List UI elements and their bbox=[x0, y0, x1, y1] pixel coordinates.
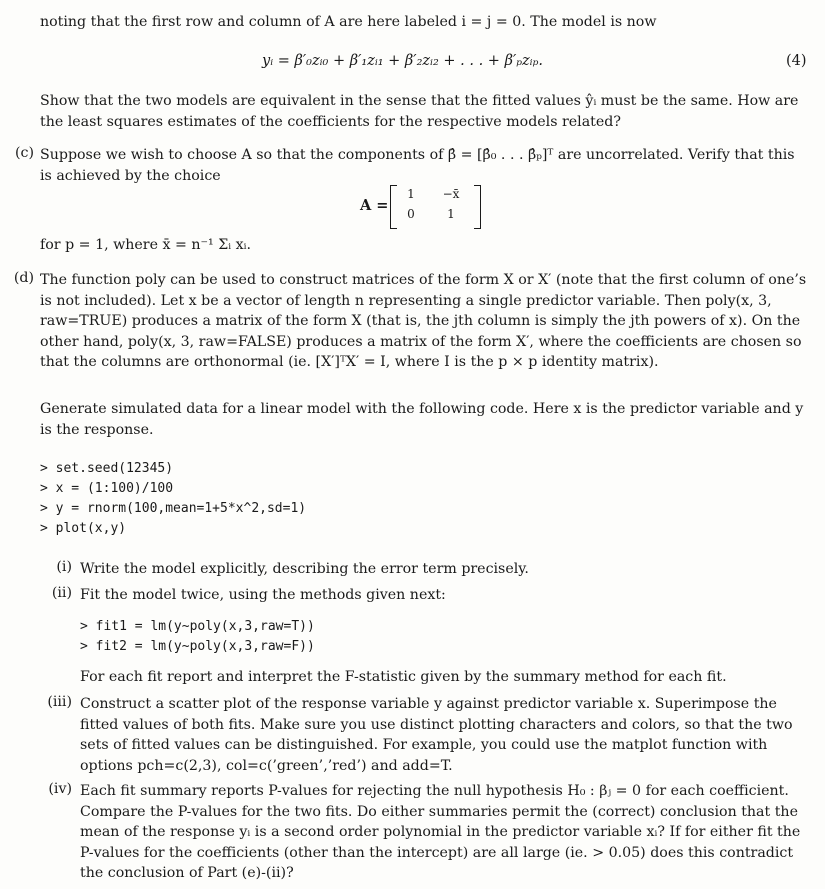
equation-number: (4) bbox=[786, 53, 807, 69]
matrix-cell: 0 bbox=[407, 207, 415, 221]
part-d-instructions: Generate simulated data for a linear model with the following code. Here x is the predictor variable and y is the response. bbox=[40, 401, 804, 438]
code-line: > fit1 = lm(y~poly(x,3,raw=T)) bbox=[80, 619, 315, 634]
part-c-footnote: for p = 1, where x̄ = n⁻¹ Σᵢ xᵢ. bbox=[40, 237, 251, 253]
code-line: > plot(x,y) bbox=[40, 521, 127, 536]
sub-i-label: (i) bbox=[56, 559, 72, 575]
matrix-lhs: A = bbox=[360, 197, 389, 214]
sub-i-text: Write the model explicitly, describing the error term precisely. bbox=[80, 561, 529, 577]
part-c-text: Suppose we wish to choose A so that the components of β̂ = [β̂₀ . . . β̂ₚ]ᵀ are uncorrelated. Verify that this is achieved by the choice bbox=[40, 147, 795, 184]
sub-iv-label: (iv) bbox=[48, 781, 72, 797]
part-d-text: The function poly can be used to construct matrices of the form X or X′ (note that the first column of one’s is not included). Let x be a vector of length n representing a single predictor variable. Then poly(x, 3, raw=TRUE) produces a matrix of the form X (that is, the jth column is simply the jth powers of x). On the other hand, poly(x, 3, raw=FALSE) produces a matrix of the form X′, where the coefficients are chosen so that the columns are orthonormal (ie. [X′]ᵀX′ = I, where I is the p × p identity matrix). bbox=[40, 272, 807, 370]
code-line: > set.seed(12345) bbox=[40, 461, 174, 476]
part-c-label: (c) bbox=[14, 145, 34, 161]
sub-ii-text2: For each fit report and interpret the F-statistic given by the summary method for each fit. bbox=[80, 669, 727, 685]
sub-iii-label: (iii) bbox=[47, 694, 72, 710]
sub-ii-label: (ii) bbox=[51, 585, 72, 601]
matrix-cell: −x̄ bbox=[442, 187, 460, 201]
code-line: > fit2 = lm(y~poly(x,3,raw=F)) bbox=[80, 639, 315, 654]
sub-iv-text: Each fit summary reports P-values for rejecting the null hypothesis H₀ : βⱼ = 0 for each coefficient. Compare the P-values for the two fits. Do either summaries permit the (correct) conclusion that the mean of the response yᵢ is a second order polynomial in the predictor variable xᵢ? If for either fit the P-values for the coefficients (other than the intercept) are all large (ie. > 0.05) does this contradict the conclusion of Part (e)-(ii)? bbox=[80, 783, 801, 881]
matrix-cell: 1 bbox=[447, 207, 455, 221]
equation-4: yᵢ = β′₀zᵢ₀ + β′₁zᵢ₁ + β′₂zᵢ₂ + . . . + β′ₚzᵢₚ. bbox=[262, 53, 544, 69]
code-line: > x = (1:100)/100 bbox=[40, 481, 174, 496]
part-d-label: (d) bbox=[13, 270, 34, 286]
sub-ii-text: Fit the model twice, using the methods given next: bbox=[80, 587, 446, 603]
intro-paragraph: Show that the two models are equivalent in the sense that the fitted values ŷᵢ must be the same. How are the least squares estimates of the coefficients for the respective models related? bbox=[40, 93, 799, 130]
matrix-cell: 1 bbox=[407, 187, 415, 201]
intro-line: noting that the first row and column of A are here labeled i = j = 0. The model is now bbox=[40, 14, 657, 30]
right-bracket bbox=[474, 185, 481, 229]
code-line: > y = rnorm(100,mean=1+5*x^2,sd=1) bbox=[40, 501, 307, 516]
sub-iii-text: Construct a scatter plot of the response variable y against predictor variable x. Superimpose the fitted values of both fits. Make sure you use distinct plotting characters and colors, so that the two sets of fitted values can be distinguished. For example, you could use the matplot function with options pch=c(2,3), col=c(’green’,’red’) and add=T. bbox=[80, 696, 793, 774]
